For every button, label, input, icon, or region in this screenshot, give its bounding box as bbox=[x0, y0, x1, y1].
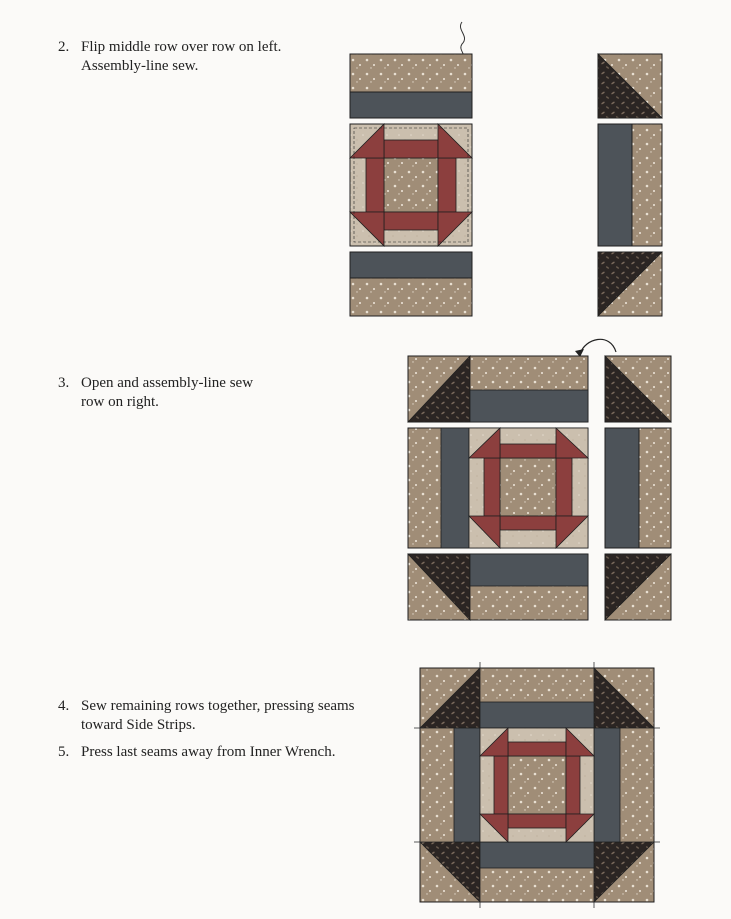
figure-step-4-5 bbox=[414, 662, 660, 908]
wrench-block bbox=[469, 428, 588, 548]
thread-mark bbox=[460, 22, 464, 58]
flip-arrow bbox=[580, 339, 616, 354]
step-number: 3. bbox=[58, 375, 70, 391]
wrench-block bbox=[480, 728, 594, 842]
step-text-line: Sew remaining rows together, pressing seams bbox=[81, 698, 355, 714]
step-text-line: toward Side Strips. bbox=[81, 717, 196, 733]
step-number: 5. bbox=[58, 744, 70, 760]
figure-step-3 bbox=[408, 339, 671, 620]
wrench-block bbox=[350, 124, 472, 246]
step-number: 4. bbox=[58, 698, 70, 714]
step-text-line: Open and assembly-line sew bbox=[81, 375, 254, 391]
figure-step-2 bbox=[350, 22, 662, 316]
step-text-line: Press last seams away from Inner Wrench. bbox=[81, 744, 336, 760]
step-text-line: Flip middle row over row on left. bbox=[81, 39, 282, 55]
step-text-line: row on right. bbox=[81, 394, 159, 410]
step-number: 2. bbox=[58, 39, 70, 55]
step-text-line: Assembly-line sew. bbox=[81, 58, 199, 74]
